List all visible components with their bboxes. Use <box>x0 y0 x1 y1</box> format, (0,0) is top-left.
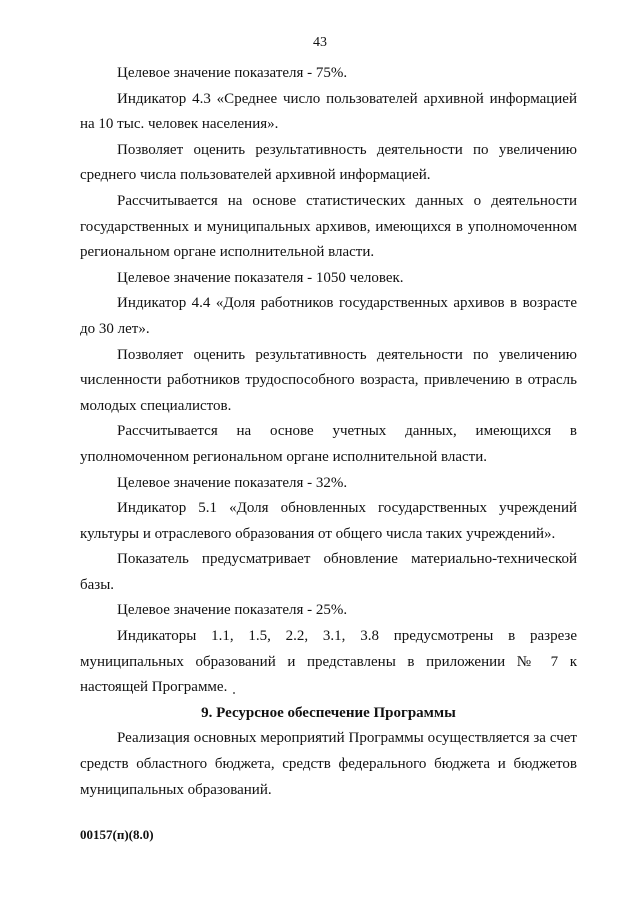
paragraph-calculation-archives: Рассчитывается на основе статистических данных о деятельности государственных и муниципальных архивов, имеющихся в уполномоченном региональном органе исполнительной власти. <box>80 192 577 261</box>
paragraph-target-75: Целевое значение показателя - 75%. <box>117 65 348 81</box>
paragraph-target-32: Целевое значение показателя - 32%. <box>117 474 348 491</box>
paragraph-municipal-indicators: Индикаторы 1.1, 1.5, 2.2, 3.1, 3.8 предусмотрены в разрезе муниципальных образований и представлены в приложении № 7 к настоящей Программе. <box>80 628 577 696</box>
paragraph-indicator-5-1: Индикатор 5.1 «Доля обновленных государственных учреждений культуры и отраслевого образования от общего числа таких учреждений». <box>80 500 577 542</box>
paragraph-calculation-accounting: Рассчитывается на основе учетных данных, имеющихся в уполномоченном региональном органе исполнительной власти. <box>80 423 577 465</box>
paragraph-evaluation-workers: Позволяет оценить результативность деятельности по увеличению численности работников трудоспособного возраста, привлечению в отрасль молодых специалистов. <box>80 346 577 414</box>
paragraph-evaluation-users: Позволяет оценить результативность деятельности по увеличению среднего числа пользователей архивной информацией. <box>80 141 577 184</box>
paragraph-target-1050: Целевое значение показателя - 1050 человек. <box>117 269 404 286</box>
paragraph-resource-provision: Реализация основных мероприятий Программы осуществляется за счет средств областного бюджета, средств федерального бюджета и бюджетов муниципальных образований. <box>80 730 577 798</box>
document-code: 00157(п)(8.0) <box>80 827 154 842</box>
paragraph-indicator-4-3: Индикатор 4.3 «Среднее число пользователей архивной информацией на 10 тыс. человек населения». <box>80 90 577 133</box>
section-heading: 9. Ресурсное обеспечение Программы <box>201 704 456 721</box>
document-body <box>80 61 577 803</box>
paragraph-target-25: Целевое значение показателя - 25%. <box>117 602 348 619</box>
scan-speck <box>233 692 235 694</box>
paragraph-indicator-4-4: Индикатор 4.4 «Доля работников государственных архивов в возрасте до 30 лет». <box>80 295 577 337</box>
paragraph-indicator-description: Показатель предусматривает обновление материально-технической базы. <box>80 551 577 593</box>
page-number: 43 <box>313 35 327 50</box>
